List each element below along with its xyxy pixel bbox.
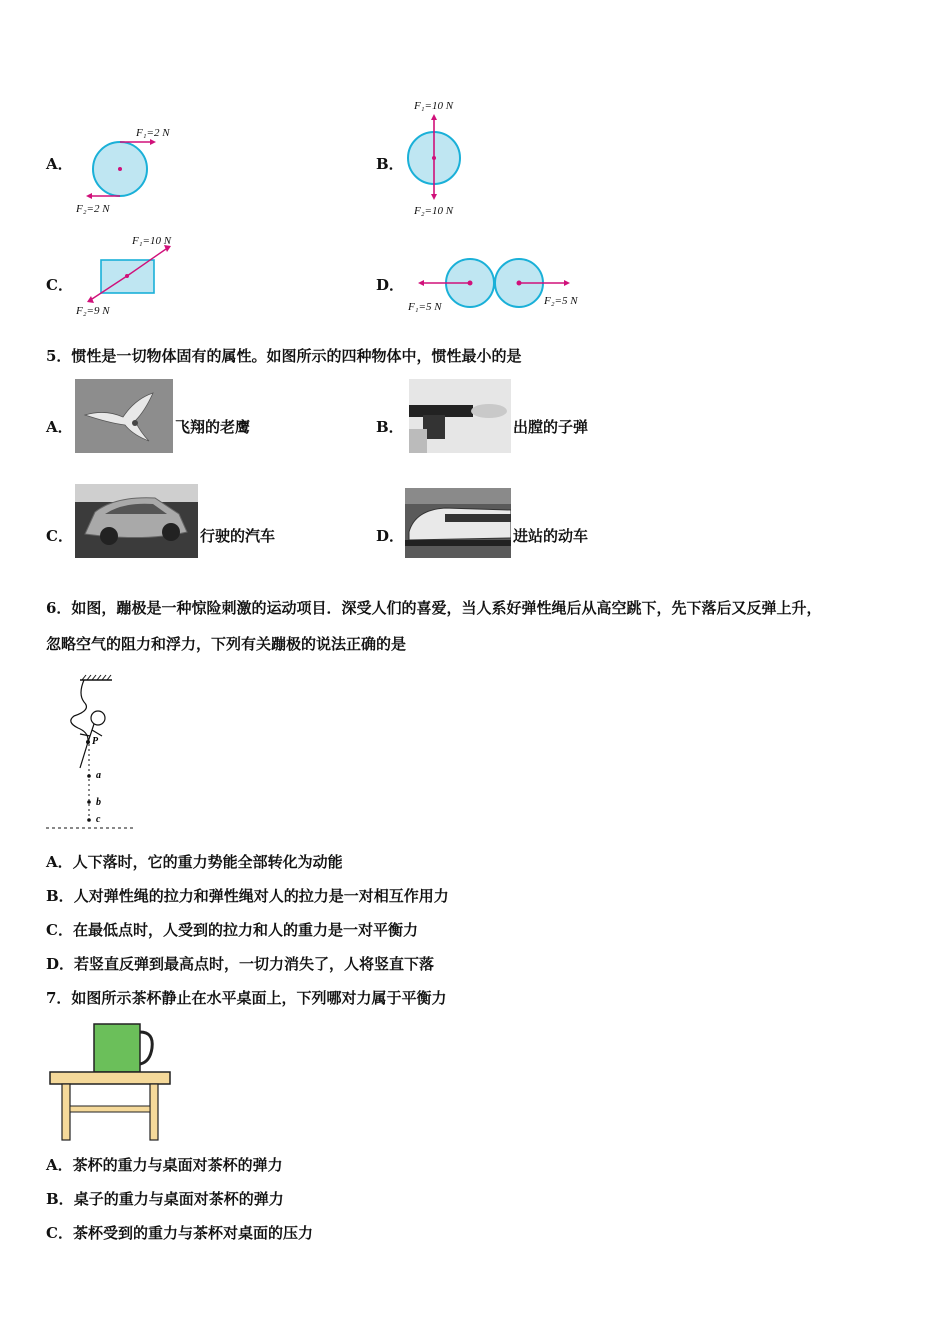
q6-stem-line2: 忽略空气的阻力和浮力，下列有关蹦极的说法正确的是 <box>46 635 407 653</box>
train-photo <box>405 488 511 558</box>
q4-option-c-figure <box>70 232 190 320</box>
q5-stem: 5．惯性是一切物体固有的属性。如图所示的四种物体中，惯性最小的是 <box>46 347 522 365</box>
q4-option-d-figure <box>400 252 600 316</box>
q5-option-b-letter: B． <box>376 418 404 436</box>
q4-a-f1-label: F₁=2 N <box>136 127 170 139</box>
q5-option-c-label: 行驶的汽车 <box>200 527 276 545</box>
q7-option-c-letter: C． <box>46 1224 73 1242</box>
q6-option-b-letter: B． <box>46 887 74 905</box>
q6-option-c-letter: C． <box>46 921 73 939</box>
q4-d-f2-label: F₂=5 N <box>544 295 578 307</box>
cup-on-table-figure <box>46 1018 174 1144</box>
q7-option-c <box>46 1222 313 1243</box>
q4-d-f1-label: F₁=5 N <box>408 301 442 313</box>
q7-option-b-text: 桌子的重力与桌面对茶杯的弹力 <box>73 1190 284 1208</box>
q6-option-c-text: 在最低点时，人受到的拉力和人的重力是一对平衡力 <box>72 921 418 939</box>
q4-c-f2-label: F₂=9 N <box>76 305 110 317</box>
q4-b-f1-label: F₁=10 N <box>414 100 454 112</box>
q6-option-a-text: 人下落时，它的重力势能全部转化为动能 <box>72 853 343 871</box>
q7-option-c-text: 茶杯受到的重力与茶杯对桌面的压力 <box>72 1224 313 1242</box>
q7-option-b <box>46 1188 284 1209</box>
bungee-figure <box>44 672 140 834</box>
pistol-photo <box>409 379 511 453</box>
q4-option-a-figure <box>70 122 190 218</box>
point-c-label: c <box>96 814 101 825</box>
q4-option-b-figure <box>400 96 480 220</box>
q5-option-a-letter: A． <box>46 418 73 436</box>
q6-option-a <box>46 851 343 872</box>
q4-option-a-letter: A． <box>46 155 73 173</box>
q6-stem-line1: 6．如图，蹦极是一种惊险刺激的运动项目．深受人们的喜爱，当人系好弹性绳后从高空跳下，先下落后又反弹上升， <box>46 599 822 617</box>
car-photo <box>75 484 198 558</box>
q5-option-a-label: 飞翔的老鹰 <box>175 418 251 436</box>
q7-option-a <box>46 1154 283 1175</box>
q7-option-b-letter: B． <box>46 1190 74 1208</box>
q7-option-a-letter: A． <box>46 1156 73 1174</box>
q6-option-d-letter: D． <box>46 955 75 973</box>
q5-option-d-label: 进站的动车 <box>513 527 589 545</box>
q5-option-d-letter: D． <box>376 527 405 545</box>
q6-option-b <box>46 885 449 906</box>
q4-a-f2-label: F₂=2 N <box>76 203 110 215</box>
q6-option-a-letter: A． <box>46 853 73 871</box>
q6-option-d <box>46 953 434 974</box>
q4-option-d-letter: D． <box>376 276 405 294</box>
q4-option-c-letter: C． <box>46 276 73 294</box>
q5-option-c-letter: C． <box>46 527 73 545</box>
q6-option-b-text: 人对弹性绳的拉力和弹性绳对人的拉力是一对相互作用力 <box>73 887 449 905</box>
q4-b-f2-label: F₂=10 N <box>414 205 454 217</box>
q7-stem: 7．如图所示茶杯静止在水平桌面上，下列哪对力属于平衡力 <box>46 989 447 1007</box>
q6-option-c <box>46 919 418 940</box>
point-p-label: P <box>92 736 99 747</box>
point-b-label: b <box>96 797 101 808</box>
point-a-label: a <box>96 770 101 781</box>
q4-c-f1-label: F₁=10 N <box>132 235 172 247</box>
eagle-photo <box>75 379 173 453</box>
q6-option-d-text: 若竖直反弹到最高点时，一切力消失了，人将竖直下落 <box>74 955 435 973</box>
q5-option-b-label: 出膛的子弹 <box>513 418 589 436</box>
q7-option-a-text: 茶杯的重力与桌面对茶杯的弹力 <box>72 1156 283 1174</box>
q4-option-b-letter: B． <box>376 155 404 173</box>
